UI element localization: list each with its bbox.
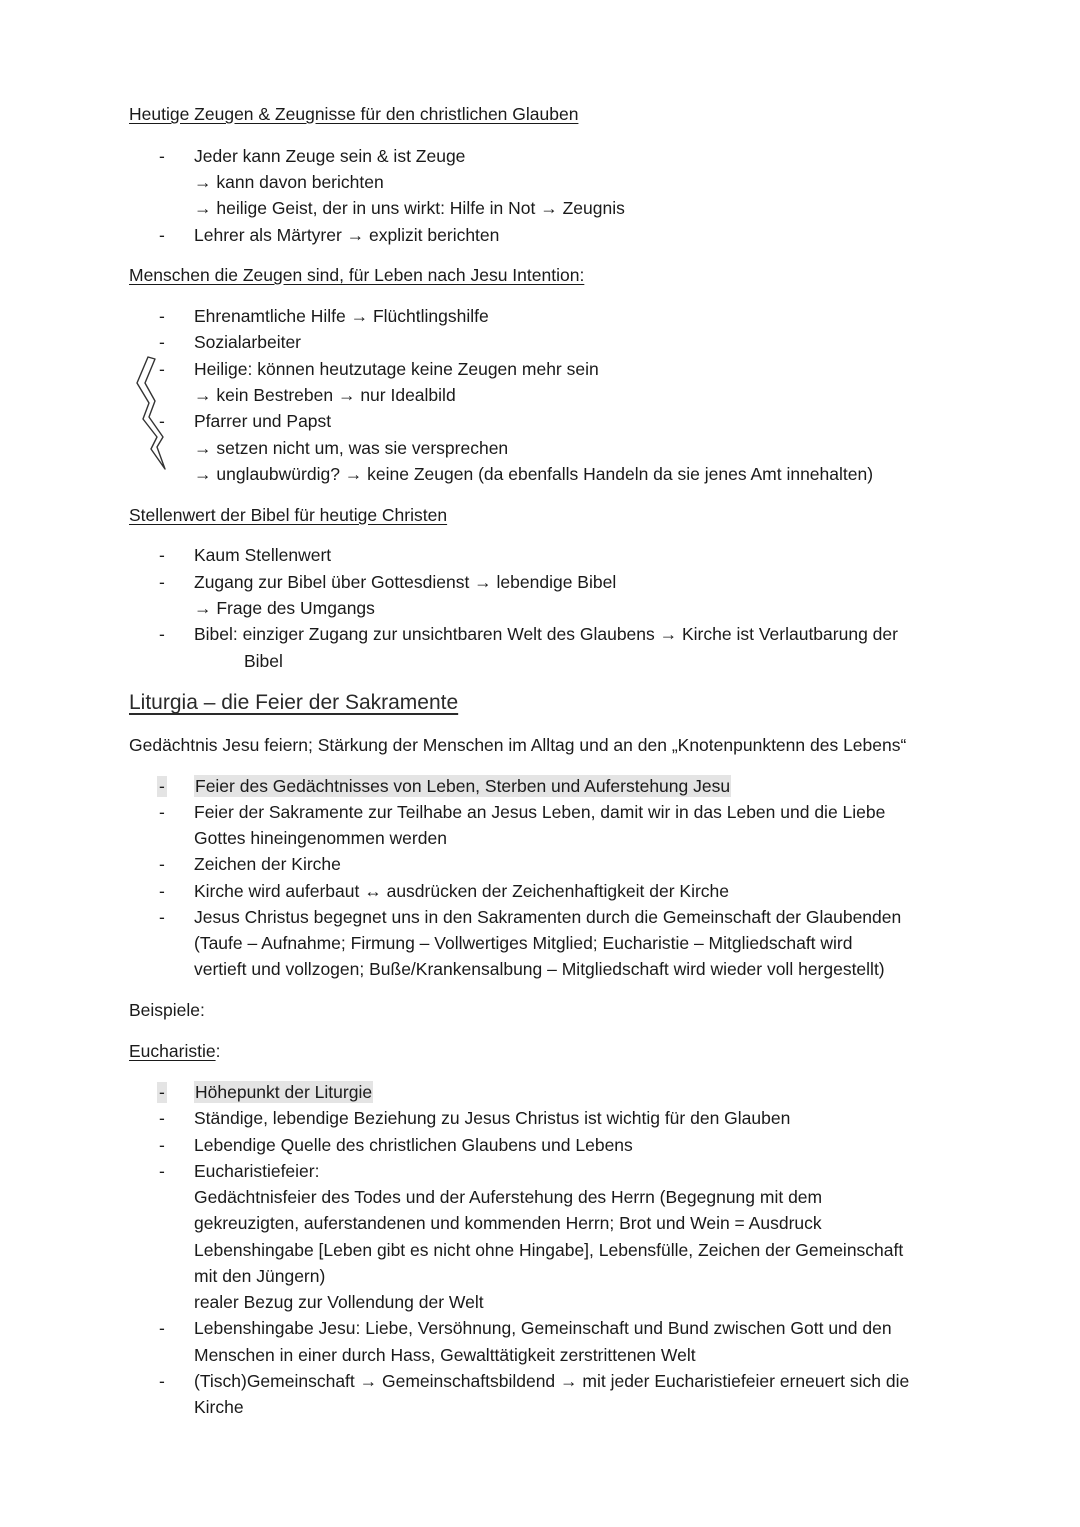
list-item: Ehrenamtliche Hilfe → Flüchtlingshilfe bbox=[194, 306, 489, 326]
bullet-dash: - bbox=[159, 1135, 165, 1155]
list-item: Ständige, lebendige Beziehung zu Jesus Christus ist wichtig für den Glauben bbox=[194, 1108, 791, 1128]
bullet-dash: - bbox=[159, 146, 165, 166]
list-item: Kirche wird auferbaut ↔ ausdrücken der Zeichenhaftigkeit der Kirche bbox=[194, 881, 729, 901]
list-item: → unglaubwürdig? → keine Zeugen (da ebenfalls Handeln da sie jenes Amt innehalten) bbox=[194, 464, 874, 484]
list-item: Bibel: einziger Zugang zur unsichtbaren Welt des Glaubens → Kirche ist Verlautbarung der bbox=[194, 624, 898, 644]
list-item bbox=[194, 776, 731, 797]
bullet-dash: - bbox=[159, 1318, 165, 1338]
bullet-dash: - bbox=[159, 907, 165, 927]
section-heading-bibel: Stellenwert der Bibel für heutige Christen bbox=[129, 505, 448, 525]
list-item bbox=[194, 1082, 373, 1103]
list-item: Lebenshingabe [Leben gibt es nicht ohne Hingabe], Lebensfülle, Zeichen der Gemeinschaft bbox=[194, 1240, 904, 1260]
bullet-dash: - bbox=[159, 332, 165, 352]
list-item: Kirche bbox=[194, 1397, 244, 1417]
bullet-dash: - bbox=[159, 776, 165, 796]
list-item: Gedächtnisfeier des Todes und der Auferstehung des Herrn (Begegnung mit dem bbox=[194, 1187, 823, 1207]
examples-label: Beispiele: bbox=[129, 1000, 205, 1020]
list-item: Lehrer als Märtyrer → explizit berichten bbox=[194, 225, 500, 245]
bullet-dash: - bbox=[159, 411, 165, 431]
lightning-bolt-icon bbox=[135, 355, 169, 471]
list-item: → kein Bestreben → nur Idealbild bbox=[194, 385, 456, 405]
section-heading-zeugen: Heutige Zeugen & Zeugnisse für den christlichen Glauben bbox=[129, 104, 579, 124]
highlighted-text: Feier des Gedächtnisses von Leben, Sterben und Auferstehung Jesu bbox=[195, 776, 731, 796]
intro-paragraph: Gedächtnis Jesu feiern; Stärkung der Menschen im Alltag und an den „Knotenpunktenn des Lebens“ bbox=[129, 735, 907, 755]
list-item: Bibel bbox=[244, 651, 283, 671]
bullet-dash: - bbox=[159, 624, 165, 644]
bullet-dash: - bbox=[159, 1082, 165, 1102]
list-item: Pfarrer und Papst bbox=[194, 411, 332, 431]
list-item: Kaum Stellenwert bbox=[194, 545, 332, 565]
list-item: Lebendige Quelle des christlichen Glaubens und Lebens bbox=[194, 1135, 633, 1155]
bullet-dash: - bbox=[159, 306, 165, 326]
bullet-dash: - bbox=[159, 854, 165, 874]
list-item: vertieft und vollzogen; Buße/Krankensalbung – Mitgliedschaft wird wieder voll hergestellt) bbox=[194, 959, 885, 979]
section-heading-eucharistie bbox=[129, 1041, 220, 1062]
list-item: Jesus Christus begegnet uns in den Sakramenten durch die Gemeinschaft der Glaubenden bbox=[194, 907, 902, 927]
list-item: Gottes hineingenommen werden bbox=[194, 828, 447, 848]
list-item: Jeder kann Zeuge sein & ist Zeuge bbox=[194, 146, 466, 166]
bullet-dash: - bbox=[159, 802, 165, 822]
list-item: Lebenshingabe Jesu: Liebe, Versöhnung, Gemeinschaft und Bund zwischen Gott und den bbox=[194, 1318, 892, 1338]
bullet-dash: - bbox=[159, 572, 165, 592]
list-item: → Frage des Umgangs bbox=[194, 598, 375, 618]
list-item: (Tisch)Gemeinschaft → Gemeinschaftsbildend → mit jeder Eucharistiefeier erneuert sich die bbox=[194, 1371, 910, 1391]
list-item: → setzen nicht um, was sie versprechen bbox=[194, 438, 509, 458]
list-item: → kann davon berichten bbox=[194, 172, 384, 192]
list-item: Sozialarbeiter bbox=[194, 332, 301, 352]
list-item: (Taufe – Aufnahme; Firmung – Vollwertiges Mitglied; Eucharistie – Mitgliedschaft wird bbox=[194, 933, 853, 953]
list-item: Eucharistiefeier: bbox=[194, 1161, 320, 1181]
bullet-dash: - bbox=[159, 1161, 165, 1181]
section-heading-menschen: Menschen die Zeugen sind, für Leben nach Jesu Intention: bbox=[129, 265, 585, 285]
eucharistie-heading-text: Eucharistie bbox=[129, 1041, 216, 1061]
list-item: mit den Jüngern) bbox=[194, 1266, 326, 1286]
bullet-dash: - bbox=[159, 1371, 165, 1391]
list-item: Heilige: können heutzutage keine Zeugen mehr sein bbox=[194, 359, 599, 379]
list-item: Zeichen der Kirche bbox=[194, 854, 341, 874]
list-item: Zugang zur Bibel über Gottesdienst → lebendige Bibel bbox=[194, 572, 617, 592]
list-item: gekreuzigten, auferstandenen und kommenden Herrn; Brot und Wein = Ausdruck bbox=[194, 1213, 822, 1233]
section-heading-liturgia: Liturgia – die Feier der Sakramente bbox=[129, 691, 459, 714]
bullet-dash: - bbox=[159, 225, 165, 245]
highlighted-text: Höhepunkt der Liturgie bbox=[195, 1082, 373, 1102]
bullet-dash: - bbox=[159, 359, 165, 379]
list-item: Feier der Sakramente zur Teilhabe an Jesus Leben, damit wir in das Leben und die Liebe bbox=[194, 802, 886, 822]
heading-colon: : bbox=[215, 1041, 221, 1061]
bullet-dash: - bbox=[159, 1108, 165, 1128]
list-item: realer Bezug zur Vollendung der Welt bbox=[194, 1292, 484, 1312]
bullet-dash: - bbox=[159, 545, 165, 565]
list-item: Menschen in einer durch Hass, Gewalttätigkeit zerstrittenen Welt bbox=[194, 1345, 696, 1365]
list-item: → heilige Geist, der in uns wirkt: Hilfe in Not → Zeugnis bbox=[194, 198, 625, 218]
bullet-dash: - bbox=[159, 881, 165, 901]
